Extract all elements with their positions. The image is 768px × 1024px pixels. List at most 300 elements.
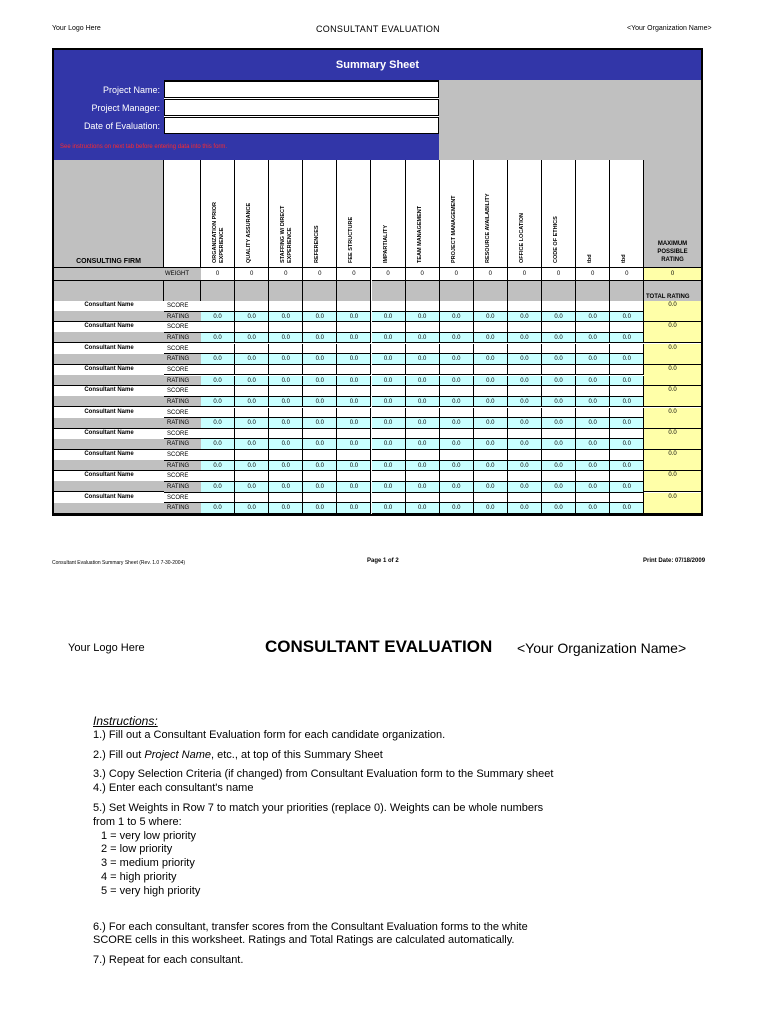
spacer-row — [508, 281, 542, 301]
score-input[interactable] — [474, 344, 508, 355]
score-input[interactable] — [201, 365, 235, 376]
score-input[interactable] — [269, 365, 303, 376]
score-input[interactable] — [406, 365, 440, 376]
score-input[interactable] — [303, 493, 337, 504]
score-input[interactable] — [440, 429, 474, 440]
score-input[interactable] — [542, 301, 576, 312]
criteria-label: tbd — [587, 254, 594, 263]
consultant-name-shade — [54, 396, 164, 406]
priority-level: 3 = medium priority — [101, 857, 195, 870]
score-input[interactable] — [337, 344, 371, 355]
score-input[interactable] — [372, 471, 406, 482]
spacer-row — [440, 281, 474, 301]
score-input[interactable] — [235, 322, 269, 333]
consultant-name-cell[interactable] — [54, 344, 164, 365]
score-input[interactable] — [508, 429, 542, 440]
rating-value: 0.0 — [406, 312, 440, 323]
max-rating-label: MAXIMUM POSSIBLE RATING — [657, 241, 688, 263]
score-input[interactable] — [372, 429, 406, 440]
rating-value: 0.0 — [474, 397, 508, 408]
score-input[interactable] — [372, 301, 406, 312]
consultant-name-cell[interactable] — [54, 429, 164, 450]
weight-label: WEIGHT — [164, 268, 201, 281]
total-rating-value: 0.0 — [668, 344, 677, 351]
consultant-name-shade — [54, 481, 164, 491]
rating-value: 0.0 — [269, 461, 303, 472]
score-input[interactable] — [508, 493, 542, 504]
score-input[interactable] — [576, 386, 610, 397]
score-input[interactable] — [542, 322, 576, 333]
rating-value: 0.0 — [201, 333, 235, 344]
total-rating-value: 0.0 — [668, 302, 677, 308]
score-input[interactable] — [303, 386, 337, 397]
rating-value: 0.0 — [576, 461, 610, 472]
score-input[interactable] — [337, 429, 371, 440]
score-input[interactable] — [372, 493, 406, 504]
summary-sheet — [52, 48, 703, 516]
consultant-name-cell[interactable] — [54, 386, 164, 407]
rating-value: 0.0 — [303, 418, 337, 429]
score-input[interactable] — [406, 301, 440, 312]
spacer-row — [235, 281, 269, 301]
score-input[interactable] — [406, 408, 440, 419]
rating-value: 0.0 — [406, 397, 440, 408]
score-input[interactable] — [269, 429, 303, 440]
rating-value: 0.0 — [235, 312, 269, 323]
score-input[interactable] — [610, 301, 644, 312]
score-input[interactable] — [372, 408, 406, 419]
consultant-name: Consultant Name — [84, 493, 134, 500]
score-input[interactable] — [440, 450, 474, 461]
score-input[interactable] — [235, 386, 269, 397]
score-input[interactable] — [542, 429, 576, 440]
step-2 — [93, 749, 653, 763]
criteria-header — [235, 160, 269, 268]
rating-value: 0.0 — [337, 354, 371, 365]
criteria-header — [542, 160, 576, 268]
footer-print-date: Print Date: 07/18/2009 — [643, 558, 706, 564]
score-input[interactable] — [576, 408, 610, 419]
score-input[interactable] — [201, 322, 235, 333]
weight-input[interactable]: 0 — [440, 268, 474, 281]
score-input[interactable] — [508, 450, 542, 461]
score-input[interactable] — [303, 471, 337, 482]
score-input[interactable] — [269, 301, 303, 312]
score-input[interactable] — [474, 322, 508, 333]
score-input[interactable] — [406, 386, 440, 397]
rating-value: 0.0 — [269, 439, 303, 450]
score-label: SCORE — [164, 471, 201, 482]
consultant-name: Consultant Name — [84, 302, 134, 308]
score-input[interactable] — [610, 386, 644, 397]
consultant-name-cell[interactable] — [54, 301, 164, 322]
rating-value: 0.0 — [542, 482, 576, 493]
rating-value: 0.0 — [303, 333, 337, 344]
rating-value: 0.0 — [474, 376, 508, 387]
score-input[interactable] — [610, 450, 644, 461]
score-input[interactable] — [303, 365, 337, 376]
score-input[interactable] — [337, 471, 371, 482]
score-input[interactable] — [235, 493, 269, 504]
consultant-name-cell[interactable] — [54, 450, 164, 471]
step-5: 5.) Set Weights in Row 7 to match your priorities (replace 0). Weights can be whole numbers — [93, 801, 544, 814]
rating-value: 0.0 — [542, 397, 576, 408]
score-input[interactable] — [508, 344, 542, 355]
score-input[interactable] — [303, 344, 337, 355]
consultant-name: Consultant Name — [84, 472, 134, 479]
total-rating-value: 0.0 — [668, 323, 677, 330]
score-input[interactable] — [235, 365, 269, 376]
total-rating-value: 0.0 — [668, 365, 677, 372]
rating-value: 0.0 — [406, 482, 440, 493]
criteria-header — [303, 160, 337, 268]
score-input[interactable] — [542, 386, 576, 397]
rating-value: 0.0 — [269, 418, 303, 429]
rating-value: 0.0 — [406, 461, 440, 472]
rating-value: 0.0 — [372, 503, 406, 514]
score-input[interactable] — [337, 493, 371, 504]
consultant-name: Consultant Name — [84, 365, 134, 372]
consultant-name-cell[interactable] — [54, 493, 164, 514]
rating-value: 0.0 — [406, 418, 440, 429]
evaluation-date-field[interactable] — [164, 117, 439, 134]
rating-value: 0.0 — [610, 482, 644, 493]
rating-value: 0.0 — [269, 333, 303, 344]
rating-value: 0.0 — [201, 354, 235, 365]
weight-input[interactable]: 0 — [372, 268, 406, 281]
score-input[interactable] — [610, 429, 644, 440]
rating-value: 0.0 — [440, 397, 474, 408]
rating-value: 0.0 — [576, 333, 610, 344]
score-input[interactable] — [303, 322, 337, 333]
instructions-heading: Instructions: — [93, 714, 158, 728]
score-input[interactable] — [474, 471, 508, 482]
rating-value: 0.0 — [576, 397, 610, 408]
rating-value: 0.0 — [269, 397, 303, 408]
spacer-row — [474, 281, 508, 301]
total-rating-cell — [644, 408, 701, 429]
score-input[interactable] — [303, 301, 337, 312]
rating-value: 0.0 — [440, 418, 474, 429]
total-rating-value: 0.0 — [668, 387, 677, 394]
total-rating-value: 0.0 — [668, 493, 677, 500]
criteria-label: OFFICE LOCATION — [518, 212, 525, 263]
rating-value: 0.0 — [201, 312, 235, 323]
criteria-label: CODE OF ETHICS — [553, 216, 560, 263]
score-input[interactable] — [576, 301, 610, 312]
score-input[interactable] — [440, 471, 474, 482]
criteria-header — [508, 160, 542, 268]
score-input[interactable] — [474, 408, 508, 419]
rating-value: 0.0 — [337, 503, 371, 514]
step-3: 3.) Copy Selection Criteria (if changed) from Consultant Evaluation form to the Summary sheet — [93, 768, 554, 781]
score-input[interactable] — [474, 386, 508, 397]
rating-value: 0.0 — [440, 503, 474, 514]
score-input[interactable] — [508, 408, 542, 419]
score-input[interactable] — [474, 365, 508, 376]
score-input[interactable] — [201, 450, 235, 461]
consultant-name-shade — [54, 332, 164, 342]
rating-label: RATING — [164, 503, 201, 514]
score-input[interactable] — [372, 450, 406, 461]
score-input[interactable] — [406, 471, 440, 482]
score-input[interactable] — [576, 365, 610, 376]
score-input[interactable] — [610, 344, 644, 355]
row-label-header — [164, 160, 201, 268]
score-input[interactable] — [372, 386, 406, 397]
score-input[interactable] — [508, 301, 542, 312]
score-label: SCORE — [164, 365, 201, 376]
spacer-row — [576, 281, 610, 301]
weight-input[interactable]: 0 — [406, 268, 440, 281]
score-input[interactable] — [610, 493, 644, 504]
score-input[interactable] — [542, 450, 576, 461]
score-input[interactable] — [576, 471, 610, 482]
consultant-name-shade — [54, 375, 164, 385]
consultant-name-cell[interactable] — [54, 471, 164, 492]
score-input[interactable] — [269, 493, 303, 504]
organization-name: <Your Organization Name> — [627, 25, 712, 32]
score-input[interactable] — [201, 301, 235, 312]
consultant-name-shade — [54, 418, 164, 428]
rating-value: 0.0 — [440, 482, 474, 493]
weight-input[interactable]: 0 — [542, 268, 576, 281]
criteria-label: TEAM MANAGEMENT — [416, 205, 423, 263]
rating-value: 0.0 — [542, 312, 576, 323]
criteria-label: RESOURCE AVAILABILITY — [484, 193, 491, 263]
score-input[interactable] — [576, 450, 610, 461]
weight-input[interactable]: 0 — [235, 268, 269, 281]
score-input[interactable] — [337, 301, 371, 312]
weight-input[interactable]: 0 — [337, 268, 371, 281]
score-input[interactable] — [508, 471, 542, 482]
consulting-firm-header — [54, 160, 164, 268]
criteria-header — [201, 160, 235, 268]
total-rating-header — [644, 281, 701, 301]
consulting-firm-label: CONSULTING FIRM — [76, 258, 141, 265]
score-input[interactable] — [406, 322, 440, 333]
score-input[interactable] — [235, 344, 269, 355]
score-input[interactable] — [440, 408, 474, 419]
score-input[interactable] — [440, 365, 474, 376]
score-label: SCORE — [164, 344, 201, 355]
project-manager-field[interactable] — [164, 99, 439, 116]
rating-value: 0.0 — [474, 461, 508, 472]
total-rating-cell — [644, 344, 701, 365]
score-input[interactable] — [576, 493, 610, 504]
rating-value: 0.0 — [406, 354, 440, 365]
rating-label: RATING — [164, 439, 201, 450]
rating-value: 0.0 — [269, 354, 303, 365]
rating-value: 0.0 — [440, 354, 474, 365]
rating-value: 0.0 — [474, 354, 508, 365]
rating-value: 0.0 — [201, 461, 235, 472]
score-input[interactable] — [201, 429, 235, 440]
consultant-name-cell[interactable] — [54, 408, 164, 429]
rating-value: 0.0 — [303, 439, 337, 450]
consultant-name-shade — [54, 503, 164, 513]
score-label: SCORE — [164, 322, 201, 333]
score-input[interactable] — [610, 408, 644, 419]
score-input[interactable] — [440, 344, 474, 355]
spacer-row — [201, 281, 235, 301]
consultant-name: Consultant Name — [84, 344, 134, 351]
score-input[interactable] — [474, 301, 508, 312]
score-input[interactable] — [474, 450, 508, 461]
score-input[interactable] — [508, 365, 542, 376]
rating-value: 0.0 — [508, 418, 542, 429]
rating-value: 0.0 — [337, 376, 371, 387]
criteria-label: QUALITY ASSURANCE — [246, 202, 253, 263]
page2-organization-name: <Your Organization Name> — [517, 640, 687, 656]
score-input[interactable] — [337, 408, 371, 419]
score-input[interactable] — [201, 408, 235, 419]
score-input[interactable] — [542, 471, 576, 482]
score-input[interactable] — [235, 408, 269, 419]
rating-value: 0.0 — [303, 482, 337, 493]
rating-value: 0.0 — [610, 418, 644, 429]
rating-value: 0.0 — [372, 397, 406, 408]
score-input[interactable] — [235, 429, 269, 440]
consultant-name: Consultant Name — [84, 323, 134, 330]
weight-input[interactable]: 0 — [576, 268, 610, 281]
score-input[interactable] — [610, 471, 644, 482]
score-input[interactable] — [372, 322, 406, 333]
score-input[interactable] — [542, 344, 576, 355]
priority-level: 5 = very high priority — [101, 884, 201, 897]
project-name-field[interactable] — [164, 81, 439, 98]
rating-value: 0.0 — [610, 333, 644, 344]
score-input[interactable] — [201, 344, 235, 355]
rating-value: 0.0 — [235, 418, 269, 429]
score-input[interactable] — [508, 386, 542, 397]
score-input[interactable] — [474, 493, 508, 504]
weight-input[interactable]: 0 — [269, 268, 303, 281]
criteria-label: ORGANIZATION PRIOR EXPERIENCE — [212, 201, 225, 263]
score-input[interactable] — [406, 344, 440, 355]
score-input[interactable] — [372, 344, 406, 355]
score-input[interactable] — [406, 493, 440, 504]
rating-value: 0.0 — [474, 482, 508, 493]
step-2-emphasis: Project Name — [144, 748, 211, 761]
score-input[interactable] — [269, 408, 303, 419]
weight-input[interactable]: 0 — [474, 268, 508, 281]
score-input[interactable] — [269, 471, 303, 482]
score-input[interactable] — [337, 365, 371, 376]
page2-logo-placeholder: Your Logo Here — [68, 642, 145, 654]
score-input[interactable] — [269, 344, 303, 355]
score-input[interactable] — [201, 493, 235, 504]
rating-value: 0.0 — [235, 397, 269, 408]
rating-value: 0.0 — [542, 418, 576, 429]
criteria-header — [372, 160, 406, 268]
score-input[interactable] — [440, 322, 474, 333]
rating-value: 0.0 — [372, 376, 406, 387]
priority-level: 1 = very low priority — [101, 829, 197, 842]
score-input[interactable] — [610, 365, 644, 376]
rating-value: 0.0 — [337, 439, 371, 450]
rating-value: 0.0 — [303, 354, 337, 365]
score-input[interactable] — [269, 386, 303, 397]
step-5-continued: from 1 to 5 where: — [93, 815, 182, 828]
score-input[interactable] — [440, 386, 474, 397]
score-input[interactable] — [440, 301, 474, 312]
rating-value: 0.0 — [474, 418, 508, 429]
score-input[interactable] — [576, 322, 610, 333]
rating-value: 0.0 — [440, 312, 474, 323]
criteria-label: STAFFING W/ DIRECT EXPERIENCE — [280, 205, 293, 263]
weight-input[interactable]: 0 — [201, 268, 235, 281]
rating-value: 0.0 — [337, 397, 371, 408]
consultant-name-cell[interactable] — [54, 322, 164, 343]
score-input[interactable] — [303, 450, 337, 461]
score-input[interactable] — [542, 365, 576, 376]
sheet-banner: Summary Sheet — [54, 50, 701, 81]
score-input[interactable] — [201, 471, 235, 482]
score-input[interactable] — [406, 429, 440, 440]
score-input[interactable] — [542, 408, 576, 419]
score-input[interactable] — [269, 450, 303, 461]
consultant-name: Consultant Name — [84, 429, 134, 436]
rating-value: 0.0 — [610, 354, 644, 365]
score-input[interactable] — [337, 450, 371, 461]
score-label: SCORE — [164, 429, 201, 440]
score-input[interactable] — [508, 322, 542, 333]
criteria-label: FEE STRUCTURE — [348, 216, 355, 263]
score-input[interactable] — [235, 450, 269, 461]
score-input[interactable] — [542, 493, 576, 504]
rating-value: 0.0 — [576, 376, 610, 387]
score-input[interactable] — [303, 429, 337, 440]
score-input[interactable] — [576, 344, 610, 355]
rating-value: 0.0 — [201, 439, 235, 450]
score-input[interactable] — [337, 322, 371, 333]
score-input[interactable] — [610, 322, 644, 333]
weight-input[interactable]: 0 — [303, 268, 337, 281]
rating-value: 0.0 — [235, 482, 269, 493]
total-rating-cell — [644, 471, 701, 492]
total-rating-cell — [644, 365, 701, 386]
rating-value: 0.0 — [372, 461, 406, 472]
weight-input[interactable]: 0 — [508, 268, 542, 281]
score-input[interactable] — [576, 429, 610, 440]
weight-input[interactable]: 0 — [610, 268, 644, 281]
score-input[interactable] — [269, 322, 303, 333]
score-input[interactable] — [406, 450, 440, 461]
score-input[interactable] — [235, 301, 269, 312]
score-input[interactable] — [201, 386, 235, 397]
spacer-row — [372, 281, 406, 301]
score-input[interactable] — [337, 386, 371, 397]
rating-value: 0.0 — [303, 312, 337, 323]
rating-value: 0.0 — [474, 312, 508, 323]
instructions-notice: See instructions on next tab before entering data into this form. — [54, 134, 439, 160]
score-input[interactable] — [303, 408, 337, 419]
rating-value: 0.0 — [610, 312, 644, 323]
score-input[interactable] — [372, 365, 406, 376]
consultant-name-cell[interactable] — [54, 365, 164, 386]
rating-value: 0.0 — [269, 482, 303, 493]
score-input[interactable] — [235, 471, 269, 482]
rating-value: 0.0 — [372, 333, 406, 344]
rating-value: 0.0 — [235, 354, 269, 365]
score-input[interactable] — [440, 493, 474, 504]
criteria-header — [576, 160, 610, 268]
rating-value: 0.0 — [406, 376, 440, 387]
rating-value: 0.0 — [269, 503, 303, 514]
score-input[interactable] — [474, 429, 508, 440]
criteria-label: IMPARTIALITY — [382, 224, 389, 263]
